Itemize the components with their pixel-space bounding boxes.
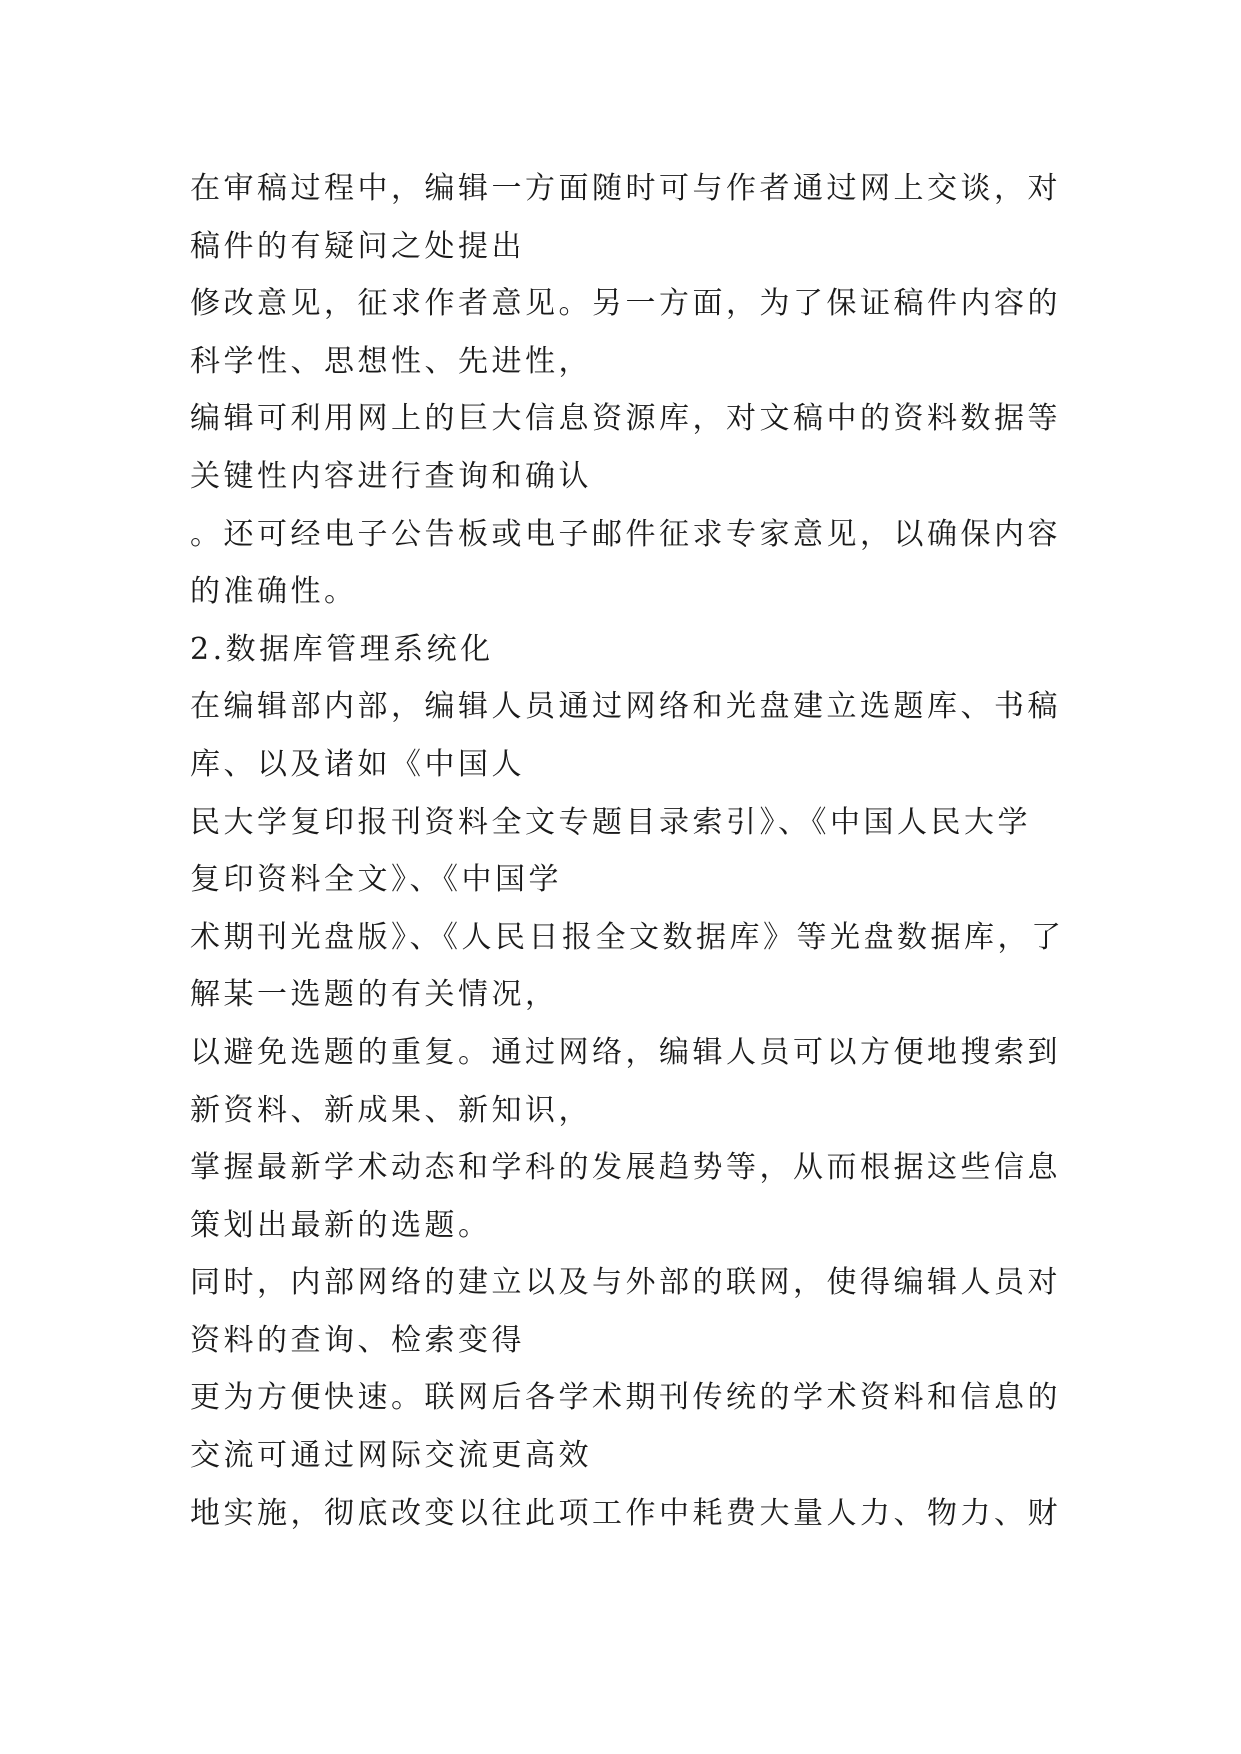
body-text: [190, 160, 1070, 1542]
text-line: 以避免选题的重复。通过网络，编辑人员可以方便地搜索到: [190, 1034, 1061, 1070]
text-line: 同时，内部网络的建立以及与外部的联网，使得编辑人员对: [190, 1265, 1061, 1301]
text-line: 术期刊光盘版》、《人民日报全文数据库》等光盘数据库，了: [190, 919, 1065, 955]
text-line: 策划出最新的选题。: [190, 1207, 492, 1243]
text-line: 稿件的有疑问之处提出: [190, 228, 525, 264]
text-line: 关键性内容进行查询和确认: [190, 458, 592, 494]
text-line: 资料的查询、检索变得: [190, 1322, 525, 1358]
text-line: 复印资料全文》、《中国学: [190, 862, 562, 898]
text-line: 更为方便快速。联网后各学术期刊传统的学术资料和信息的: [190, 1380, 1061, 1416]
text-line: 新资料、新成果、新知识，: [190, 1092, 592, 1128]
text-line: 。还可经电子公告板或电子邮件征求专家意见，以确保内容: [190, 516, 1061, 552]
text-line: 在审稿过程中，编辑一方面随时可与作者通过网上交谈，对: [190, 171, 1061, 206]
section-heading: 2.数据库管理系统化: [190, 631, 494, 667]
text-line: 民大学复印报刊资料全文专题目录索引》、《中国人民大学: [190, 804, 1031, 840]
text-line: 在编辑部内部，编辑人员通过网络和光盘建立选题库、书稿: [190, 689, 1061, 725]
text-line: 解某一选题的有关情况，: [190, 977, 559, 1013]
text-line: 地实施，彻底改变以往此项工作中耗费大量人力、物力、财: [190, 1495, 1061, 1531]
text-line: 掌握最新学术动态和学科的发展趋势等，从而根据这些信息: [190, 1150, 1061, 1186]
text-line: 库、以及诸如《中国人: [190, 746, 525, 782]
text-line: 的准确性。: [190, 574, 358, 610]
text-line: 修改意见，征求作者意见。另一方面，为了保证稿件内容的: [190, 286, 1061, 322]
text-line: 交流可通过网际交流更高效: [190, 1438, 592, 1474]
text-line: 科学性、思想性、先进性，: [190, 343, 592, 379]
text-line: 编辑可利用网上的巨大信息资源库，对文稿中的资料数据等: [190, 401, 1061, 437]
